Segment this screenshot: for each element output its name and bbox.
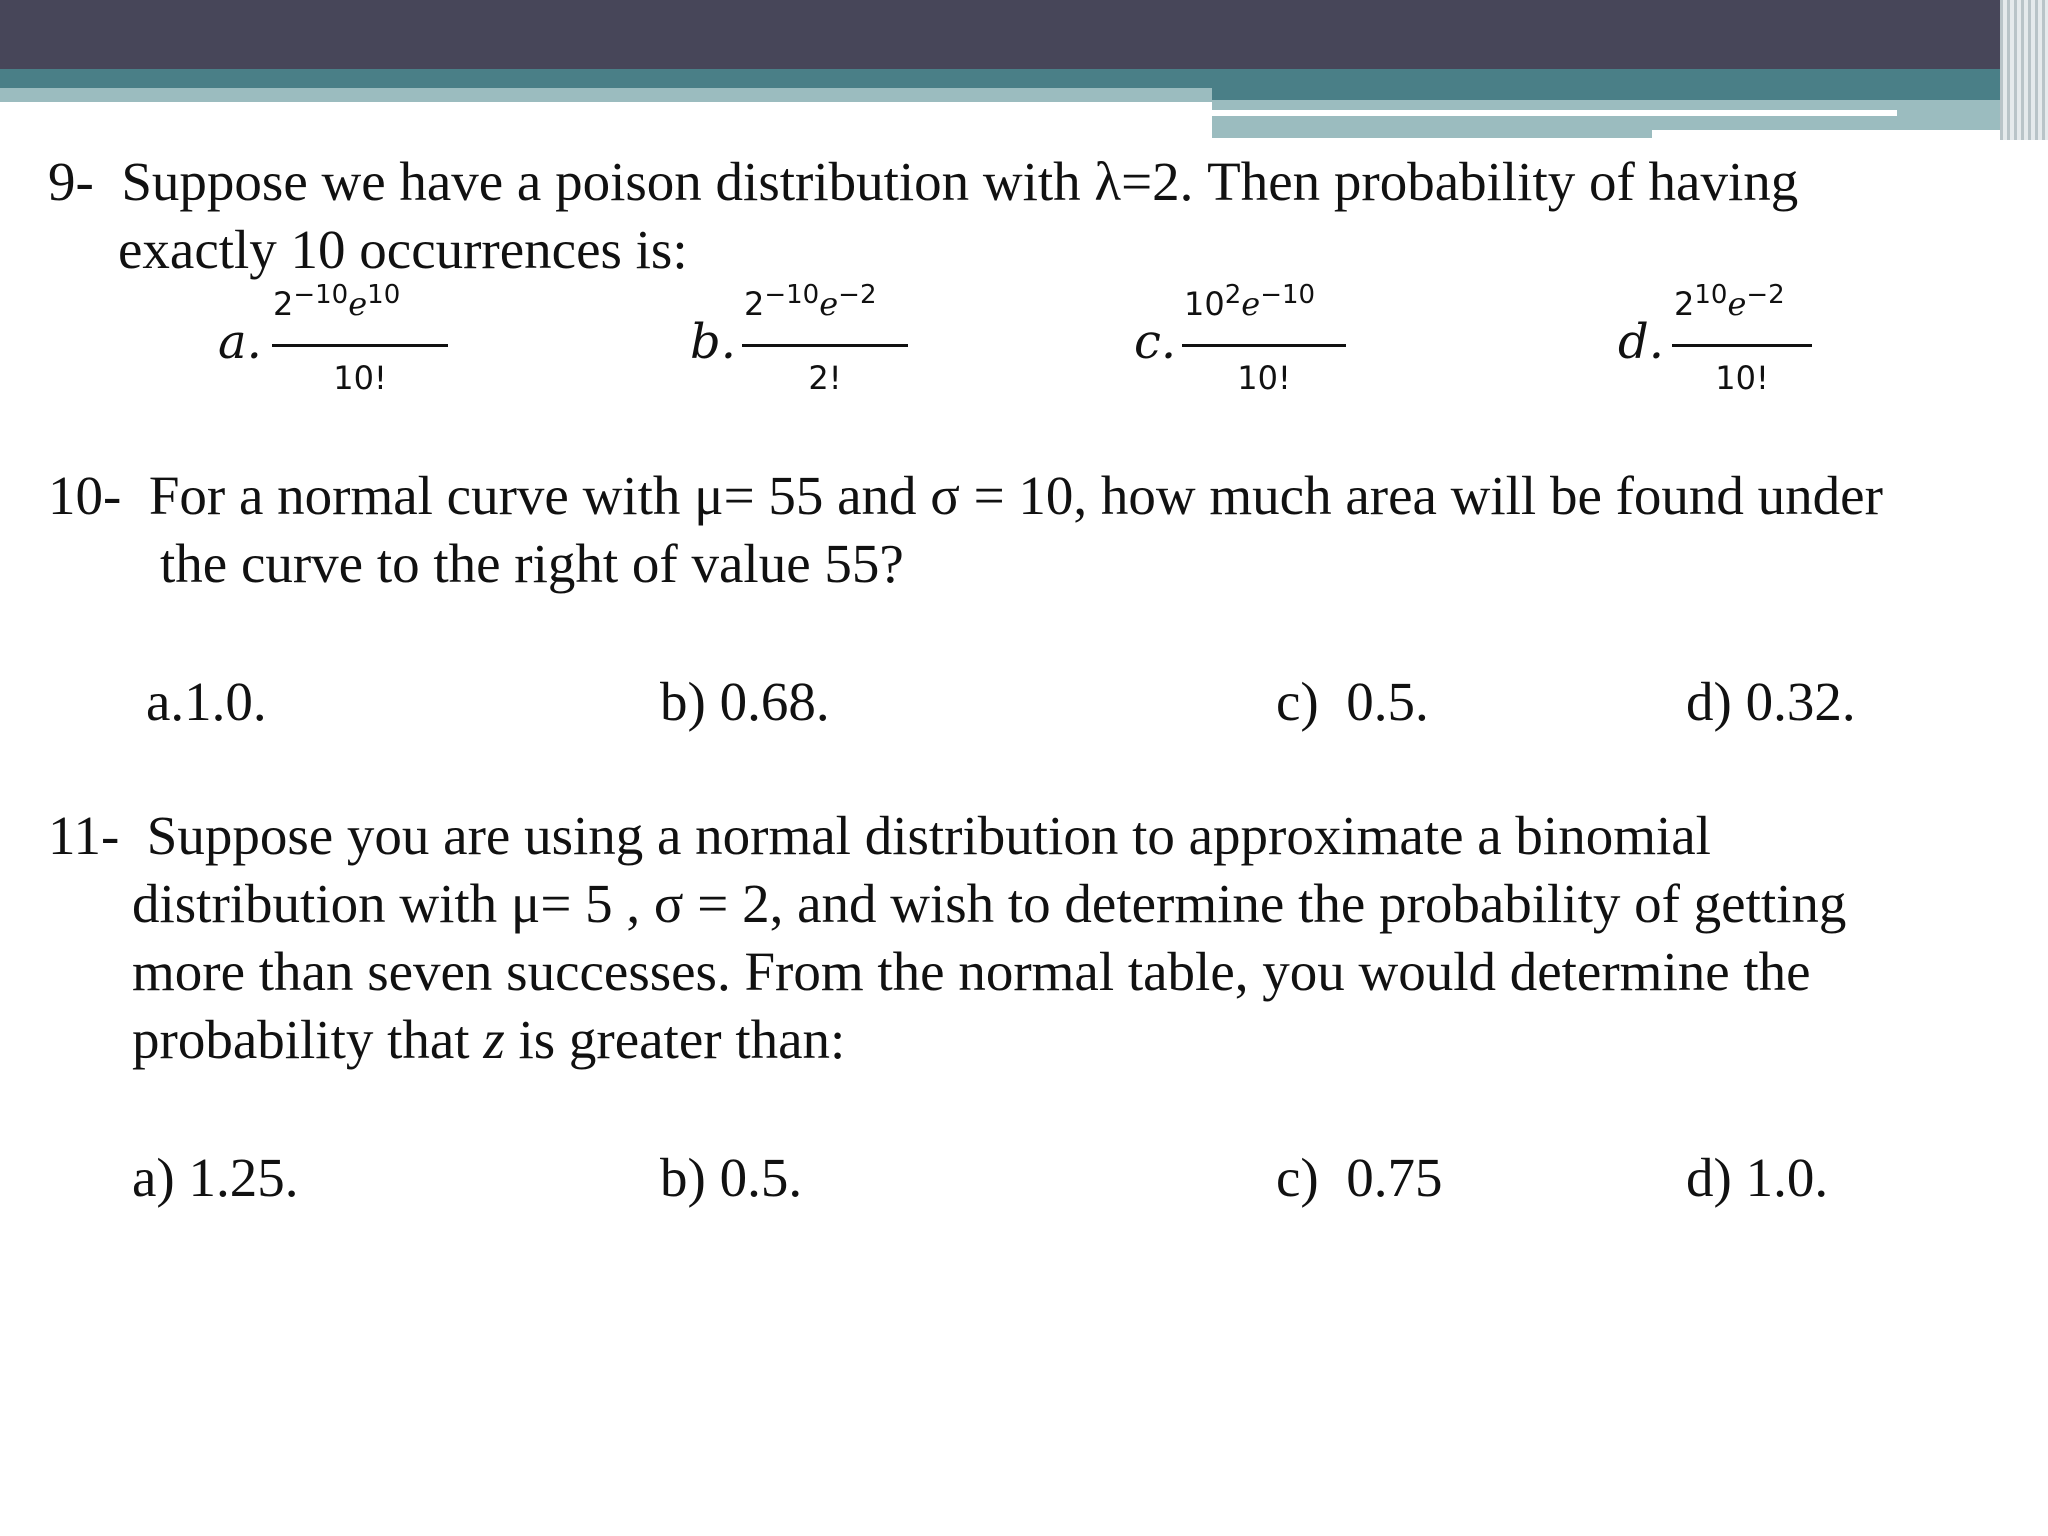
question-9-option-c[interactable] (1134, 282, 1354, 412)
fraction-bar (1672, 344, 1812, 347)
question-10-option-b[interactable]: b) 0.68. (660, 671, 830, 732)
question-10-option-c[interactable]: c) 0.5. (1276, 671, 1429, 732)
slide-header-stripe-tail (1212, 130, 1652, 138)
question-9-option-b[interactable] (690, 282, 910, 412)
question-11-option-b[interactable]: b) 0.5. (660, 1147, 803, 1208)
question-11-option-d[interactable]: d) 1.0. (1686, 1147, 1829, 1208)
fraction-bar (272, 344, 448, 347)
slide-header-highlight-2 (1652, 130, 2012, 138)
option-letter: d. (1618, 314, 1664, 370)
option-numerator: $2^{-10}e^{10}$ (273, 280, 401, 323)
question-11-stem (48, 802, 1846, 1074)
option-numerator: $10^2e^{-10}$ (1184, 280, 1316, 323)
question-9-number: 9- (48, 151, 94, 212)
question-9-option-d[interactable] (1618, 282, 1838, 412)
option-numerator: $2^{10}e^{-2}$ (1674, 280, 1785, 323)
fraction-bar (742, 344, 908, 347)
fraction-bar (1182, 344, 1346, 347)
question-11-option-c[interactable]: c) 0.75 (1276, 1147, 1443, 1208)
question-11-line-3: more than seven successes. From the normal table, you would determine the (132, 941, 1811, 1002)
question-10-option-a[interactable]: a.1.0. (146, 671, 267, 732)
slide-header-bar (0, 0, 2048, 69)
question-9-option-a[interactable] (218, 282, 438, 412)
option-numerator: $2^{-10}e^{-2}$ (744, 280, 877, 323)
option-denominator: 10! (1237, 359, 1291, 397)
slide-header-highlight (1212, 110, 1897, 116)
slide-header-stripe-left (0, 88, 1212, 102)
option-denominator: 10! (1715, 359, 1769, 397)
question-11-line-2: distribution with μ= 5 , σ = 2, and wish to determine the probability of getting (132, 873, 1847, 934)
option-denominator: 2! (808, 359, 842, 397)
question-10-number: 10- (48, 465, 122, 526)
question-9-line-2: exactly 10 occurrences is: (118, 219, 688, 280)
slide-edge-lines (2000, 0, 2048, 140)
question-11-number: 11- (48, 805, 120, 866)
question-9-line-1: Suppose we have a poison distribution with λ=2. Then probability of having (121, 151, 1799, 212)
question-11-option-a[interactable]: a) 1.25. (132, 1147, 299, 1208)
question-11-line-4: probability that z is greater than: (132, 1009, 846, 1070)
option-denominator: 10! (333, 359, 387, 397)
option-letter: b. (690, 314, 736, 370)
variable-z: z (483, 1009, 505, 1070)
question-10-line-1: For a normal curve with μ= 55 and σ = 10, how much area will be found under (148, 465, 1883, 526)
option-letter: c. (1134, 314, 1177, 370)
question-10-line-2: the curve to the right of value 55? (160, 533, 904, 594)
question-9-stem (48, 148, 1798, 284)
question-10-stem (48, 462, 1883, 598)
question-10-option-d[interactable]: d) 0.32. (1686, 671, 1856, 732)
question-11-line-1: Suppose you are using a normal distribution to approximate a binomial (146, 805, 1711, 866)
option-letter: a. (218, 314, 262, 370)
